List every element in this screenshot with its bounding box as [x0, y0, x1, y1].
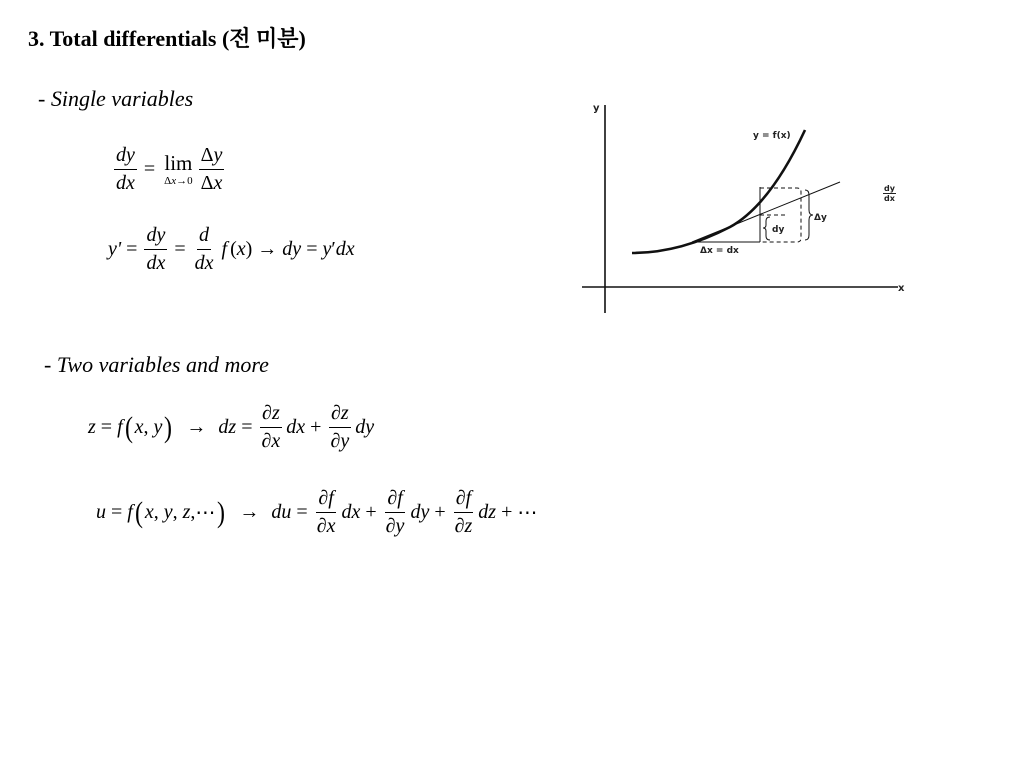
- figure-dy-label: dy: [772, 225, 785, 235]
- figure-side-dy-dx: $\frac{dy}{dx}$: [884, 184, 895, 204]
- multi-variable-total-differential: u = f ( x , y , z , ⋯ ) → du = $\frac{\partial f}{\partial x}$ dx + $\frac{\partial f}{\partial y}$ dy + $\frac{\partial f}{\partial z}$ dz + ⋯: [96, 487, 538, 537]
- section-heading-multiple-variables: - Two variables and more: [44, 352, 269, 377]
- figure-curve-label: y = f(x): [753, 131, 791, 141]
- tangent-line-figure: [580, 95, 920, 320]
- derivative-differential-equation: y' = $\frac{dy}{dx}$ = $\frac{d}{dx}$ f ( x ) → dy = y ′ dx: [108, 224, 355, 274]
- figure-x-axis-label: x: [898, 283, 905, 294]
- figure-y-axis-label: y: [593, 103, 600, 114]
- figure-delta-x-label: Δx = dx: [700, 246, 739, 256]
- section-heading-single-variables: - Single variables: [38, 86, 194, 111]
- page-title: 3. Total differentials (전 미분): [28, 26, 306, 51]
- figure-delta-y-label: Δy: [814, 213, 827, 223]
- derivative-limit-equation: $\frac{dy}{dx}$ = lim Δx→0 $\frac{\Delta y}{\Delta x}$: [116, 144, 223, 194]
- two-variable-total-differential: z = f ( x , y ) → dz = $\frac{\partial z}{\partial x}$ dx + $\frac{\partial z}{\partial y}$ dy: [88, 402, 375, 452]
